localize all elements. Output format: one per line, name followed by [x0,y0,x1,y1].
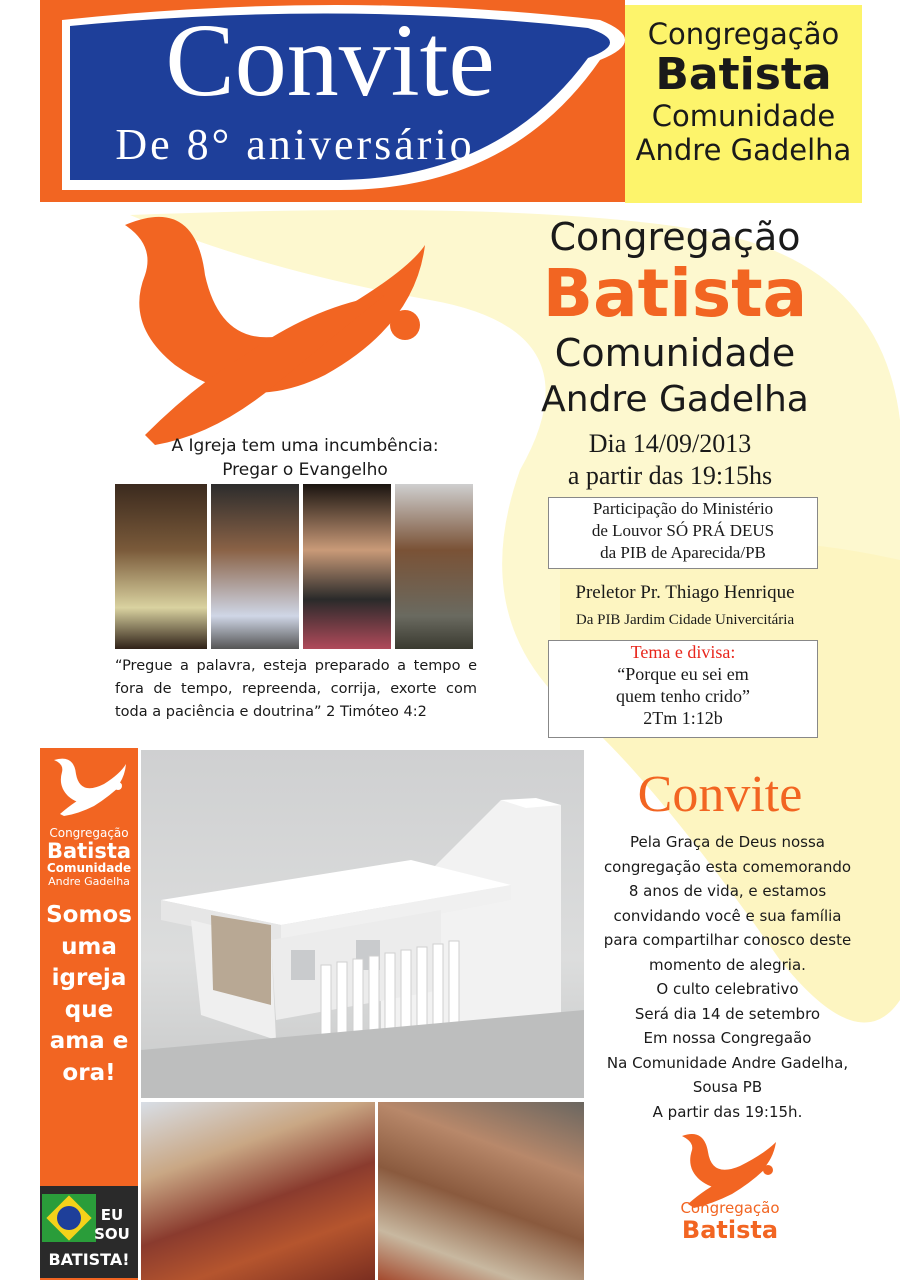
invitation-line: convidando você e sua família [613,906,842,925]
slogan-line-5: ama e [49,1028,129,1054]
bottom-logo-text [660,1200,800,1243]
invitation-body [585,830,870,1124]
church-name-block [520,215,830,423]
invitation-line: A partir das 19:15h. [652,1102,803,1121]
invitation-line: para compartilhar conosco deste [603,931,852,949]
invitation-line: Será dia 14 de setembro [634,1004,821,1023]
incumbency-text [140,434,470,482]
preacher-name: Preletor Pr. Thiago Henrique [575,582,795,603]
event-time: a partir das 19:15hs [567,461,773,490]
badge-line-congregacao: Congregação [647,17,840,51]
ministry-line-1: Participação do Ministério [592,499,774,518]
badge-line-comunidade: Comunidade [651,99,836,133]
church-line-comunidade: Comunidade [554,331,796,375]
speaker-photos [115,484,475,649]
fish-logo [85,205,465,450]
event-date: Dia 14/09/2013 [588,429,752,458]
bible-quote [115,655,477,724]
slogan-line-3: igreja [51,965,127,991]
invitation-line: Em nossa Congregaão [643,1029,812,1047]
bottom-logo-batista: Batista [681,1216,779,1244]
invitation-line: Sousa PB [692,1078,763,1096]
speaker-photo-1 [115,484,207,649]
bottom-logo-congregacao: Congregação [680,1199,780,1217]
slogan-line-6: ora! [62,1059,116,1086]
theme-line-3: 2Tm 1:12b [643,708,723,728]
sidebar-slogan [40,900,138,1089]
badge-text [86,1206,138,1244]
incumbency-line-1: A Igreja tem uma incumbência: [171,436,439,456]
header-church-badge [625,5,862,203]
theme-line-1: “Porque eu sei em [617,664,749,684]
badge-text-line-1: EU [100,1206,124,1224]
construction-photo-1 [141,1102,375,1280]
eu-sou-batista-badge [40,1186,138,1278]
invitation-line: Na Comunidade Andre Gadelha, [606,1053,849,1072]
church-line-batista: Batista [542,255,808,332]
badge-text-line-3: BATISTA! [48,1250,130,1269]
bible-quote-text: “Pregue a palavra, esteja preparado a tempo e fora de tempo, repreenda, corrija, exorte com toda a paciência e doutrina” [115,658,477,720]
speaker-photo-3 [303,484,391,649]
ministry-line-2: de Louvor SÓ PRÁ DEUS [591,521,775,540]
building-drawing [141,750,584,1098]
badge-line-batista: Batista [655,49,832,100]
bottom-fish-logo [672,1130,792,1210]
invitation-line: O culto celebrativo [656,980,799,998]
badge-line-andre-gadelha: Andre Gadelha [635,133,852,167]
theme-box [548,640,818,738]
invitation-line: Pela Graça de Deus nossa [630,833,825,851]
bible-quote-reference: 2 Timóteo 4:2 [326,704,427,720]
preacher-church: Da PIB Jardim Cidade Univercitária [575,612,795,628]
invitation-line: momento de alegria. [649,955,806,974]
header-title: Convite [165,3,495,118]
invitation-line: congregação esta comemorando [603,857,852,876]
ministry-box [548,497,818,569]
header-subtitle: De 8° aniversário [115,120,475,169]
slogan-line-1: Somos [46,902,132,928]
slogan-line-4: que [64,996,114,1023]
sidebar-label-batista: Batista [46,839,132,863]
sidebar-label-comunidade: Comunidade [46,861,132,875]
speaker-photo-4 [395,484,473,649]
speaker-photo-2 [211,484,299,649]
church-building-render [141,750,584,1098]
invitation-title: Convite [637,766,803,823]
church-line-andre-gadelha: Andre Gadelha [541,379,809,420]
invitation-line: 8 anos de vida, e estamos [628,882,827,900]
sidebar-label-andre-gadelha: Andre Gadelha [48,875,130,888]
theme-title: Tema e divisa: [630,642,736,662]
badge-text-line-2: SOU [94,1225,130,1243]
church-line-congregacao: Congregação [549,215,801,259]
incumbency-line-2: Pregar o Evangelho [222,460,388,480]
sidebar-church-name [40,826,138,888]
ministry-line-3: da PIB de Aparecida/PB [600,543,766,562]
slogan-line-2: uma [61,933,117,960]
theme-line-2: quem tenho crido” [616,686,750,706]
sidebar-fish-icon [46,754,132,820]
construction-photo-2 [378,1102,584,1280]
sidebar-label-congregacao: Congregação [49,826,129,840]
